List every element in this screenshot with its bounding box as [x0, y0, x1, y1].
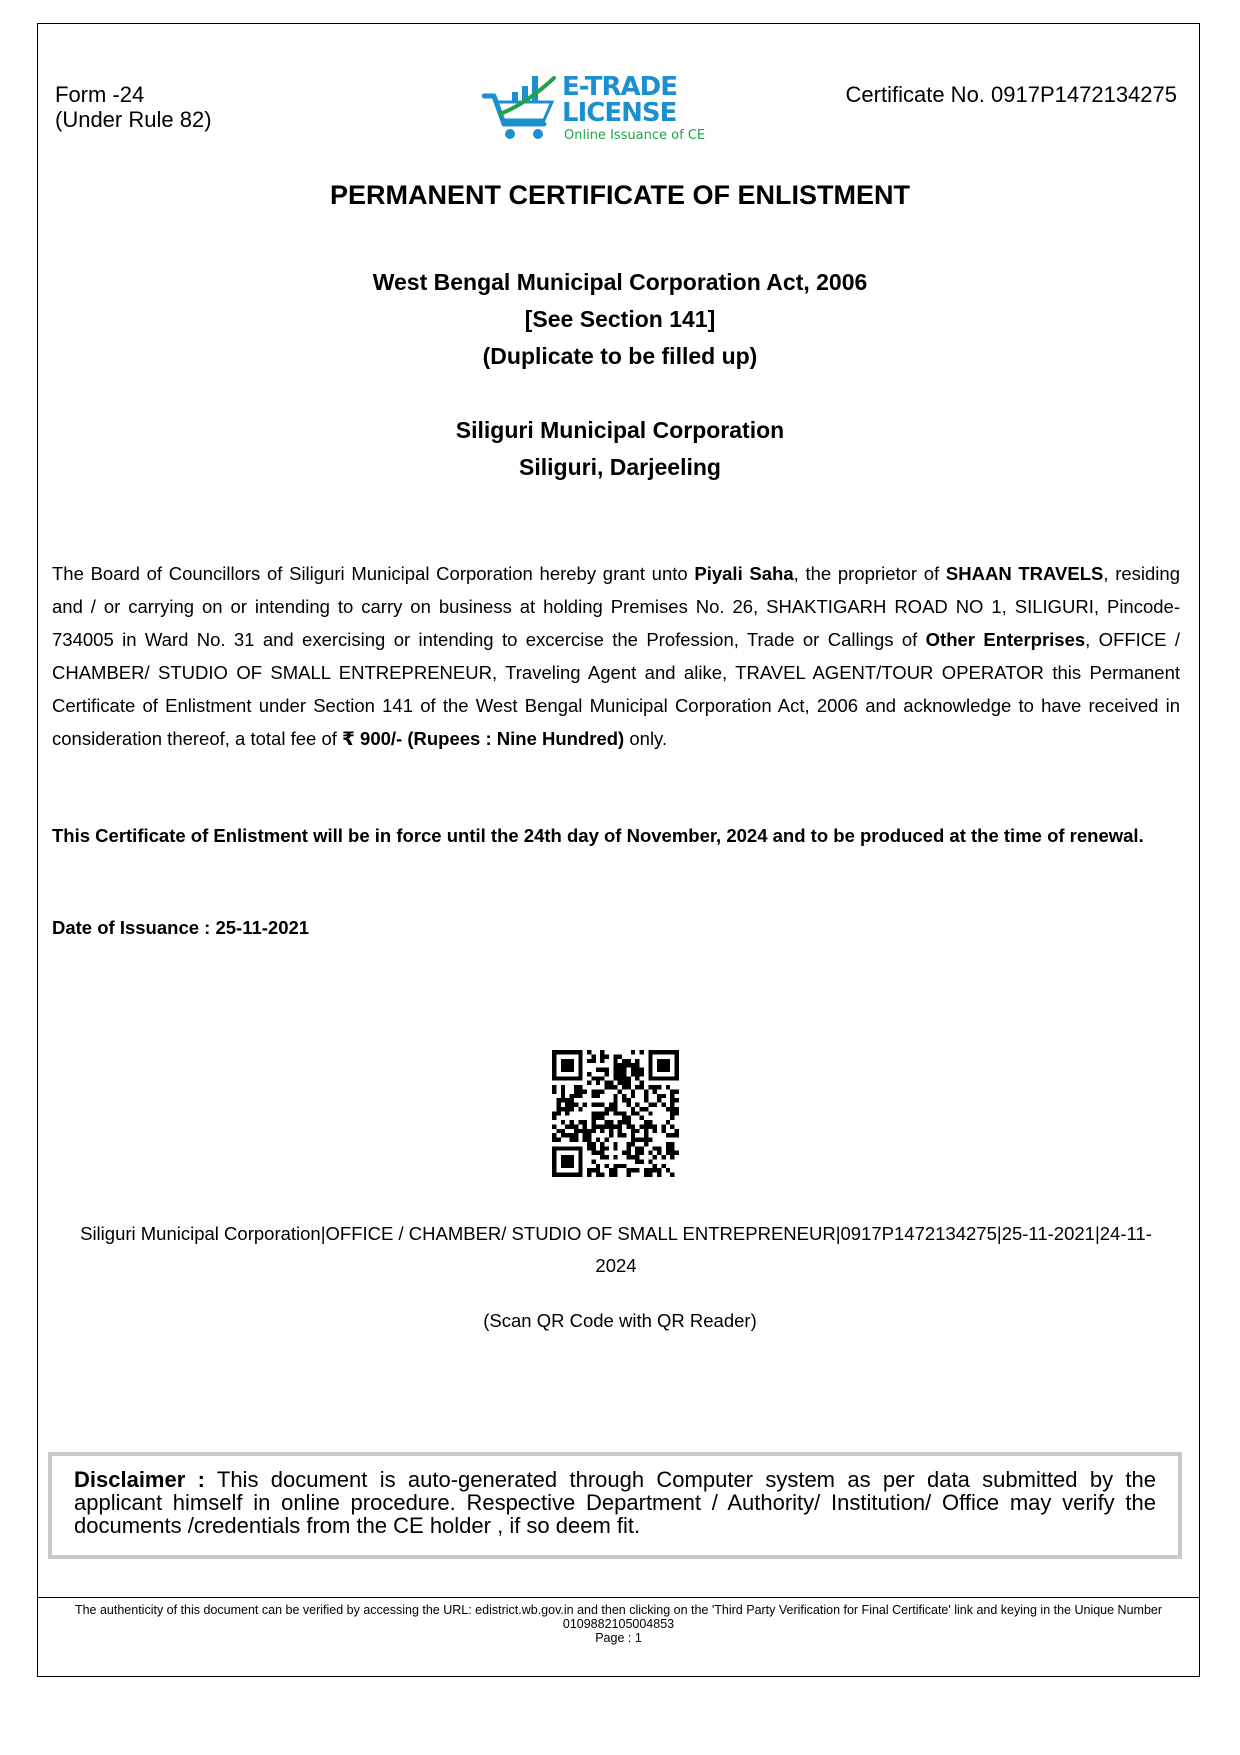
corporation-name: Siliguri Municipal Corporation [455, 417, 785, 443]
footer-divider [37, 1597, 1200, 1598]
proprietor-name: Piyali Saha [694, 563, 794, 584]
corporation-location: Siliguri, Darjeeling [519, 454, 721, 480]
fee-amount: ₹ 900/- (Rupees : Nine Hundred) [342, 728, 625, 749]
business-name: SHAAN TRAVELS [945, 563, 1104, 584]
issuance-date: Date of Issuance : 25-11-2021 [52, 917, 310, 938]
validity-statement: This Certificate of Enlistment will be in force until the 24th day of November, 2024 and to be produced at the time of renewal. [52, 825, 1144, 846]
verification-note: The authenticity of this document can be verified by accessing the URL: edistrict.wb.gov.in and then clicking on the 'Third Party Verification for Final Certificate' link and keying in the Unique Number 0109882105004853 [74, 1603, 1163, 1631]
qr-code-icon [552, 1050, 679, 1177]
act-name: West Bengal Municipal Corporation Act, 2006 [372, 269, 868, 295]
logo-tagline: Online Issuance of CE [564, 128, 706, 143]
logo-brand-line1: E-TRADE [562, 72, 677, 102]
rule-reference: (Under Rule 82) [55, 107, 212, 132]
grant-text-2: , the proprietor of [793, 563, 946, 584]
disclaimer-label: Disclaimer : [74, 1467, 205, 1492]
disclaimer-box [48, 1452, 1182, 1559]
duplicate-note: (Duplicate to be filled up) [482, 343, 758, 369]
page-number: Page : 1 [595, 1631, 642, 1645]
logo-brand-line2: LICENSE [562, 98, 677, 128]
shopping-cart-bar-chart-icon [482, 74, 564, 146]
document-title: PERMANENT CERTIFICATE OF ENLISTMENT [330, 180, 910, 210]
footer [50, 1603, 1187, 1645]
disclaimer-text: This document is auto-generated through Computer system as per data submitted by the applicant himself in online procedure. Respective Department / Authority/ Institution/ Office may verify the documents /credentials from the CE holder , if so deem fit. [74, 1467, 1156, 1538]
act-reference [0, 264, 1240, 375]
qr-code-caption: Siliguri Municipal Corporation|OFFICE / CHAMBER/ STUDIO OF SMALL ENTREPRENEUR|0917P1472134275|25-11-2021|24-11-2024 [80, 1223, 1152, 1276]
form-reference [55, 82, 212, 132]
grant-paragraph [52, 557, 1180, 755]
grant-text-5: only. [624, 728, 668, 749]
grant-text-3: , residing and / or carrying on or intending to carry on business at holding Premises No. 26, SHAKTIGARH ROAD NO 1, SILIGURI, Pincode- 734005 in Ward No. 31 and exercising or intending to excercise the Profession, Trade or Callings of [52, 563, 1180, 650]
grant-text-1: The Board of Councillors of Siliguri Municipal Corporation hereby grant unto [52, 563, 695, 584]
issuing-authority [0, 412, 1240, 486]
qr-scan-instruction: (Scan QR Code with QR Reader) [483, 1310, 757, 1331]
act-section: [See Section 141] [524, 306, 716, 332]
form-number: Form -24 [55, 82, 145, 107]
etrade-license-logo [482, 70, 706, 150]
grant-text-4: , OFFICE / CHAMBER/ STUDIO OF SMALL ENTREPRENEUR, Traveling Agent and alike, TRAVEL AGENT/TOUR OPERATOR this Permanent Certificate of Enlistment under Section 141 of the West Bengal Municipal Corporation Act, 2006 and acknowledge to have received in consideration thereof, a total fee of [52, 629, 1181, 749]
enterprise-category: Other Enterprises [925, 629, 1086, 650]
certificate-number: Certificate No. 0917P1472134275 [845, 82, 1177, 107]
